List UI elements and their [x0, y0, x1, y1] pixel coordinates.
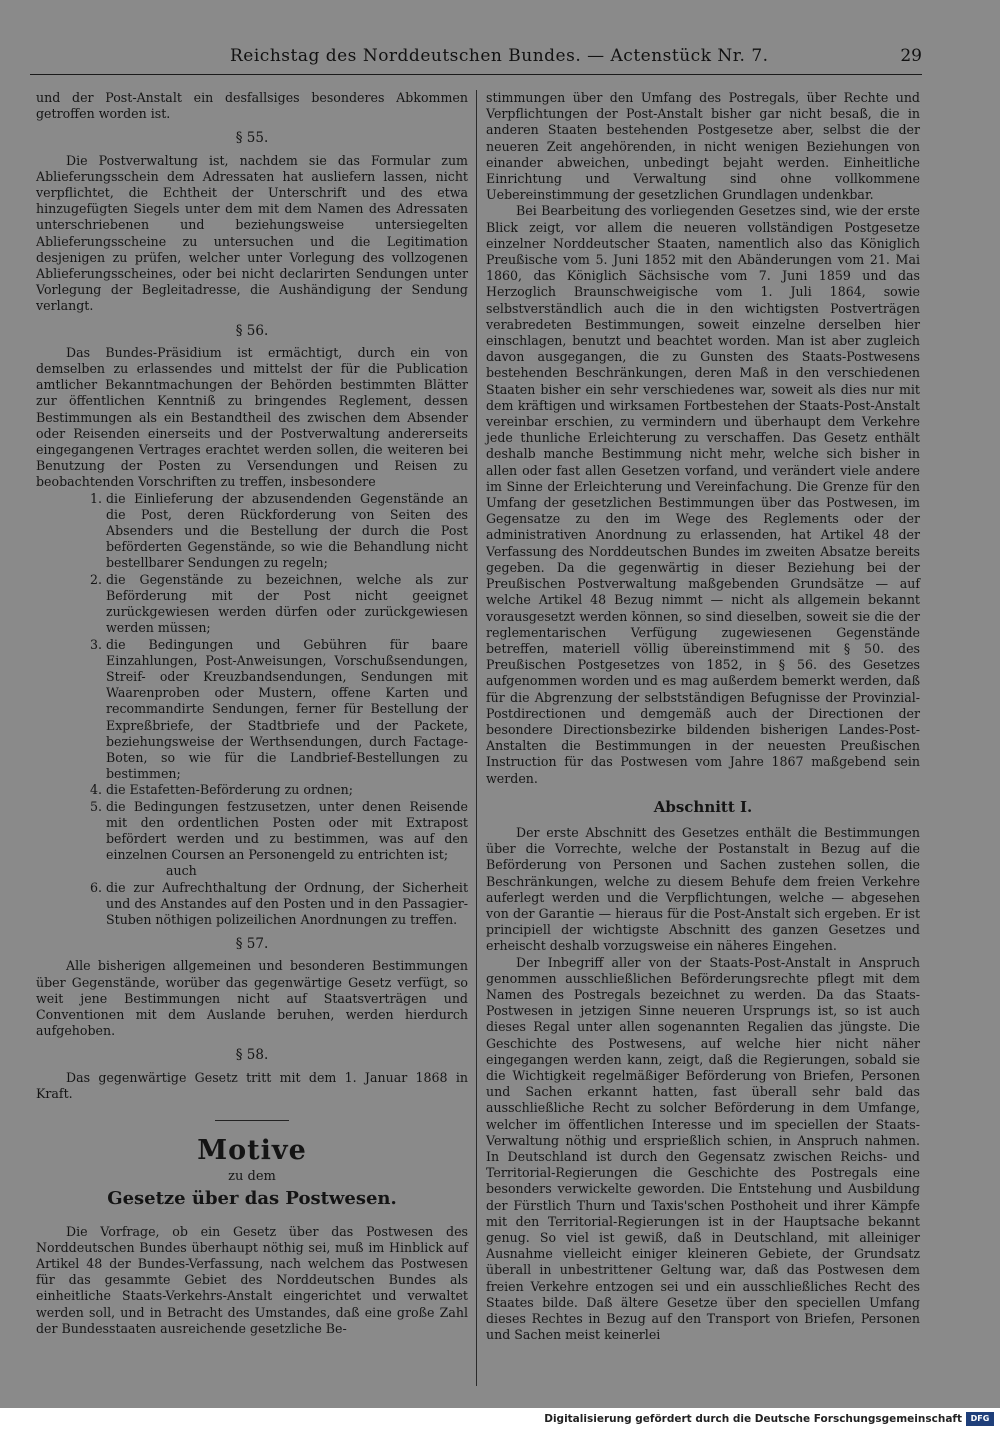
- paragraph: Alle bisherigen allgemeinen und besonderen Bestimmungen über Gegenstände, worüber das gegenwärtige Gesetz verfügt, so weit jene Bestimmungen nicht auf Staatsverträgen und Conventionen mit dem Auslande beruhen, werden hierdurch aufgehoben.: [36, 958, 468, 1039]
- list-item: [36, 491, 468, 572]
- page-number: 29: [900, 46, 922, 66]
- section-heading: § 55.: [235, 130, 269, 147]
- left-column: [36, 90, 468, 1337]
- paragraph: Bei Bearbeitung des vorliegenden Gesetzes sind, wie der erste Blick zeigt, vor allem die neueren vollständigen Postgesetze einzelner Norddeutscher Staaten, namentlich also das Königlich Preußische vom 5. Juni 1852 mit den Abänderungen vom 21. Mai 1860, das Königlich Sächsische vom 7. Juni 1859 und das Herzoglich Braunschweigische vom 1. Juli 1864, sowie selbstverständlich auch die in den wichtigsten Postverträgen verabredeten Bestimmungen, soweit einzelne derselben hier einschlagen, benutzt und beachtet worden. Man ist aber zugleich davon ausgegangen, die zu Gunsten des Staats-Postwesens bestehenden Beschränkungen, deren Maß in den verschiedenen Staaten bisher ein sehr verschiedenes war, soweit als dies nur mit dem kräftigen und wirksamen Fortbestehen der Staats-Post-Anstalt vereinbar erschien, zu vermindern und überhaupt dem Verkehre jede thunliche Erleichterung zu verschaffen. Das Gesetz enthält deshalb manche Bestimmung nicht mehr, welche sich bisher in allen oder fast allen Gesetzen vorfand, und verändert viele andere im Sinne der Erleichterung und Vereinfachung. Die Grenze für den Umfang der gesetzlichen Bestimmungen über das Postwesen, im Gegensatze zu den im Wege des Reglements oder der administrativen Anordnung zu erlassenden, hat Artikel 48 der Verfassung des Norddeutschen Bundes im zweiten Absatze bereits gegeben. Da die gegenwärtig in dieser Beziehung bei der Preußischen Postverwaltung maßgebenden Grundsätze — auf welche Artikel 48 Bezug nimmt — nicht als allgemein bekannt vorausgesetzt werden können, so sind dieselben, soweit sie die der reglementarischen Verfügung zugewiesenen Gegenstände betreffen, materiell völlig übereinstimmend mit § 50. des Preußischen Postgesetzes von 1852, in § 56. des Gesetzes aufgenommen worden und es mag außerdem bemerkt werden, daß für die Abgrenzung der selbstständigen Befugnisse der Provinzial-Postdirectionen und demgemäß auch der Directionen der besondere Directionsbezirke bildenden bisherigen Landes-Post-Anstalten die Bestimmungen in der neuesten Preußischen Instruction für das Postwesen vom Jahre 1867 maßgebend sein werden.: [486, 203, 920, 786]
- section-heading: § 56.: [235, 322, 269, 339]
- motive-connector: zu dem: [228, 1169, 276, 1185]
- section-title: Abschnitt I.: [653, 797, 753, 816]
- header-title: Reichstag des Norddeutschen Bundes. — Actenstück Nr. 7.: [230, 46, 769, 66]
- paragraph: Die Vorfrage, ob ein Gesetz über das Postwesen des Norddeutschen Bundes überhaupt nöthig sei, muß im Hinblick auf Artikel 48 der Bundes-Verfassung, nach welchem das Postwesen für das gesammte Gebiet des Norddeutschen Bundes als einheitliche Staats-Verkehrs-Anstalt eingerichtet und verwaltet werden soll, und in Betracht des Umstandes, daß eine große Zahl der Bundesstaaten ausreichende gesetzliche Be-: [36, 1223, 468, 1336]
- list-item: [36, 880, 468, 929]
- paragraph: Der erste Abschnitt des Gesetzes enthält die Bestimmungen über die Vorrechte, welche der Postanstalt in Bezug auf die Beförderung von Personen und Sachen zustehen sollen, die Beschränkungen, welche zu diesem Behufe dem freien Verkehre auferlegt werden und die Verpflichtungen, welche — abgesehen von der Garantie — hieraus für die Post-Anstalt sich ergeben. Er ist principiell der wichtigste Abschnitt des ganzen Gesetzes und erheischt deshalb vorzugsweise ein näheres Eingehen.: [486, 824, 920, 954]
- paragraph: Das Bundes-Präsidium ist ermächtigt, durch ein von demselben zu erlassendes und mittelst der für die Publication amtlicher Bekanntmachungen der Behörden bestimmten Blätter zur öffentlichen Kenntniß zu bringendes Reglement, dessen Bestimmungen als ein Bestandtheil des zwischen dem Absender oder Reisenden einerseits und der Postverwaltung andererseits eingegangenen Vertrages erachtet werden sollen, die weiteren bei Benutzung der Posten zu Versendungen und Reisen zu beobachtenden Vorschriften zu treffen, insbesondere: [36, 344, 468, 490]
- list-item: [36, 572, 468, 637]
- list-number: 4.: [89, 782, 102, 798]
- list-text: die Bedingungen festzusetzen, unter denen Reisende mit den ordentlichen Posten oder mit Extrapost befördert werden und zu bestimmen, was auf den einzelnen Coursen an Personengeld zu entrichten ist;: [106, 798, 468, 863]
- paragraph: stimmungen über den Umfang des Postregals, über Rechte und Verpflichtungen der Post-Anstalt bisher gar nicht besaß, die in anderen Staaten bestehenden Postgesetze aber, selbst die der neueren Zeit angehörenden, in nicht wenigen Beziehungen von einander abweichen, unbedingt bejaht werden. Einheitliche Einrichtung und Verwaltung sind ohne vollkommene Uebereinstimmung der gesetzlichen Grundlagen undenkbar.: [486, 90, 920, 203]
- list-text: die Einlieferung der abzusendenden Gegenstände an die Post, deren Rückforderung von Seiten des Absenders und die Bestellung der durch die Post beförderten Gegenstände, so wie die Behandlung nicht bestellbarer Sendungen zu regeln;: [106, 490, 468, 571]
- list-number: 1.: [89, 490, 102, 506]
- list-item: [36, 799, 468, 864]
- motive-subtitle: Gesetze über das Postwesen.: [107, 1188, 397, 1210]
- list-item: [36, 637, 468, 783]
- paragraph: Das gegenwärtige Gesetz tritt mit dem 1. Januar 1868 in Kraft.: [36, 1069, 468, 1101]
- list-text: die Estafetten-Beförderung zu ordnen;: [106, 782, 353, 798]
- list-number: 6.: [89, 879, 102, 895]
- separator-rule: [215, 1120, 289, 1121]
- funding-credit: Digitalisierung gefördert durch die Deutsche Forschungsgemeinschaft: [544, 1413, 962, 1425]
- list-connector: auch: [166, 863, 197, 879]
- motive-title: Motive: [197, 1134, 307, 1166]
- right-column: [486, 90, 920, 1343]
- paragraph: Der Inbegriff aller von der Staats-Post-Anstalt in Anspruch genommen ausschließlichen Beförderungsrechte pflegt mit dem Namen des Postregals bezeichnet zu werden. Da das Staats-Postwesen in jetzigen Sinne neueren Ursprungs ist, so ist auch dieses Regal unter allen sogenannten Regalien das jüngste. Die Geschichte des Postwesens, auf welche hier nicht näher eingegangen werden kann, zeigt, daß die Regierungen, sobald sie die Wichtigkeit regelmäßiger Beförderung von Briefen, Personen und Sachen erkannt hatten, fast überall sehr bald das ausschließliche Recht zu solcher Beförderung in dem Umfange, welcher im öffentlichen Interesse und im speciellen der Staats-Verwaltung nöthig und ersprießlich schien, in Anspruch nahmen. In Deutschland ist durch den Gegensatz zwischen Reichs- und Territorial-Regierungen die Geschichte des Postregals eine besonders verwickelte geworden. Die Entstehung und Ausbildung der Fürstlich Thurn und Taxis'schen Posthoheit und ihrer Kämpfe mit den Territorial-Regierungen ist in der Hauptsache bekannt genug. So viel ist gewiß, daß in Deutschland, mit alleiniger Ausnahme vielleicht einiger kleineren Gebiete, der Grundsatz überall in unbestrittener Geltung war, daß das Postwesen dem freien Verkehre entzogen sei und ein ausschließliches Recht des Staates bilde. Daß ältere Gesetze über den speciellen Umfang dieses Rechtes in Bezug auf den Transport von Briefen, Personen und Sachen meist keinerlei: [486, 954, 920, 1343]
- paragraph: und der Post-Anstalt ein desfallsiges besonderes Abkommen getroffen worden ist.: [36, 90, 468, 122]
- list-number: 5.: [89, 798, 102, 814]
- section-heading: § 58.: [235, 1047, 269, 1064]
- list-text: die Bedingungen und Gebühren für baare Einzahlungen, Post-Anweisungen, Vorschußsendungen, Streif- oder Kreuzbandsendungen, Sendungen mit Waarenproben oder Mustern, offene Karten und recommandirte Sendungen, ferner für Bestellung der Expreßbriefe, der Stadtbriefe und der Packete, beziehungsweise der Werthsendungen, durch Factage-Boten, so wie für die Landbrief-Bestellungen zu bestimmen;: [106, 636, 468, 782]
- list-item: [36, 782, 468, 798]
- list-number: 3.: [89, 636, 102, 652]
- footer: [0, 1408, 1000, 1432]
- dfg-logo: DFG: [966, 1412, 994, 1426]
- list-number: 2.: [89, 571, 102, 587]
- column-divider: [476, 90, 477, 1386]
- list-text: die Gegenstände zu bezeichnen, welche als zur Beförderung mit der Post nicht geeignet zurückgewiesen werden dürfen oder zurückgewiesen werden müssen;: [106, 571, 468, 636]
- running-header: [30, 46, 922, 75]
- section-heading: § 57.: [235, 936, 269, 953]
- paragraph: Die Postverwaltung ist, nachdem sie das Formular zum Ablieferungsschein dem Adressaten hat ausliefern lassen, nicht verpflichtet, die Echtheit der Unterschrift und des etwa hinzugefügten Siegels unter dem mit dem Namen des Adressaten unterschriebenen und beziehungsweise untersiegelten Ablieferungsscheine zu untersuchen und die Legitimation desjenigen zu prüfen, welcher unter Vorlegung des vollzogenen Ablieferungsscheines, oder bei nicht declarirten Sendungen unter Vorlegung der Begleitadresse, die Aushändigung der Sendung verlangt.: [36, 152, 468, 314]
- list-text: die zur Aufrechthaltung der Ordnung, der Sicherheit und des Anstandes auf den Posten und in den Passagier-Stuben nöthigen polizeilichen Anordnungen zu treffen.: [106, 879, 468, 927]
